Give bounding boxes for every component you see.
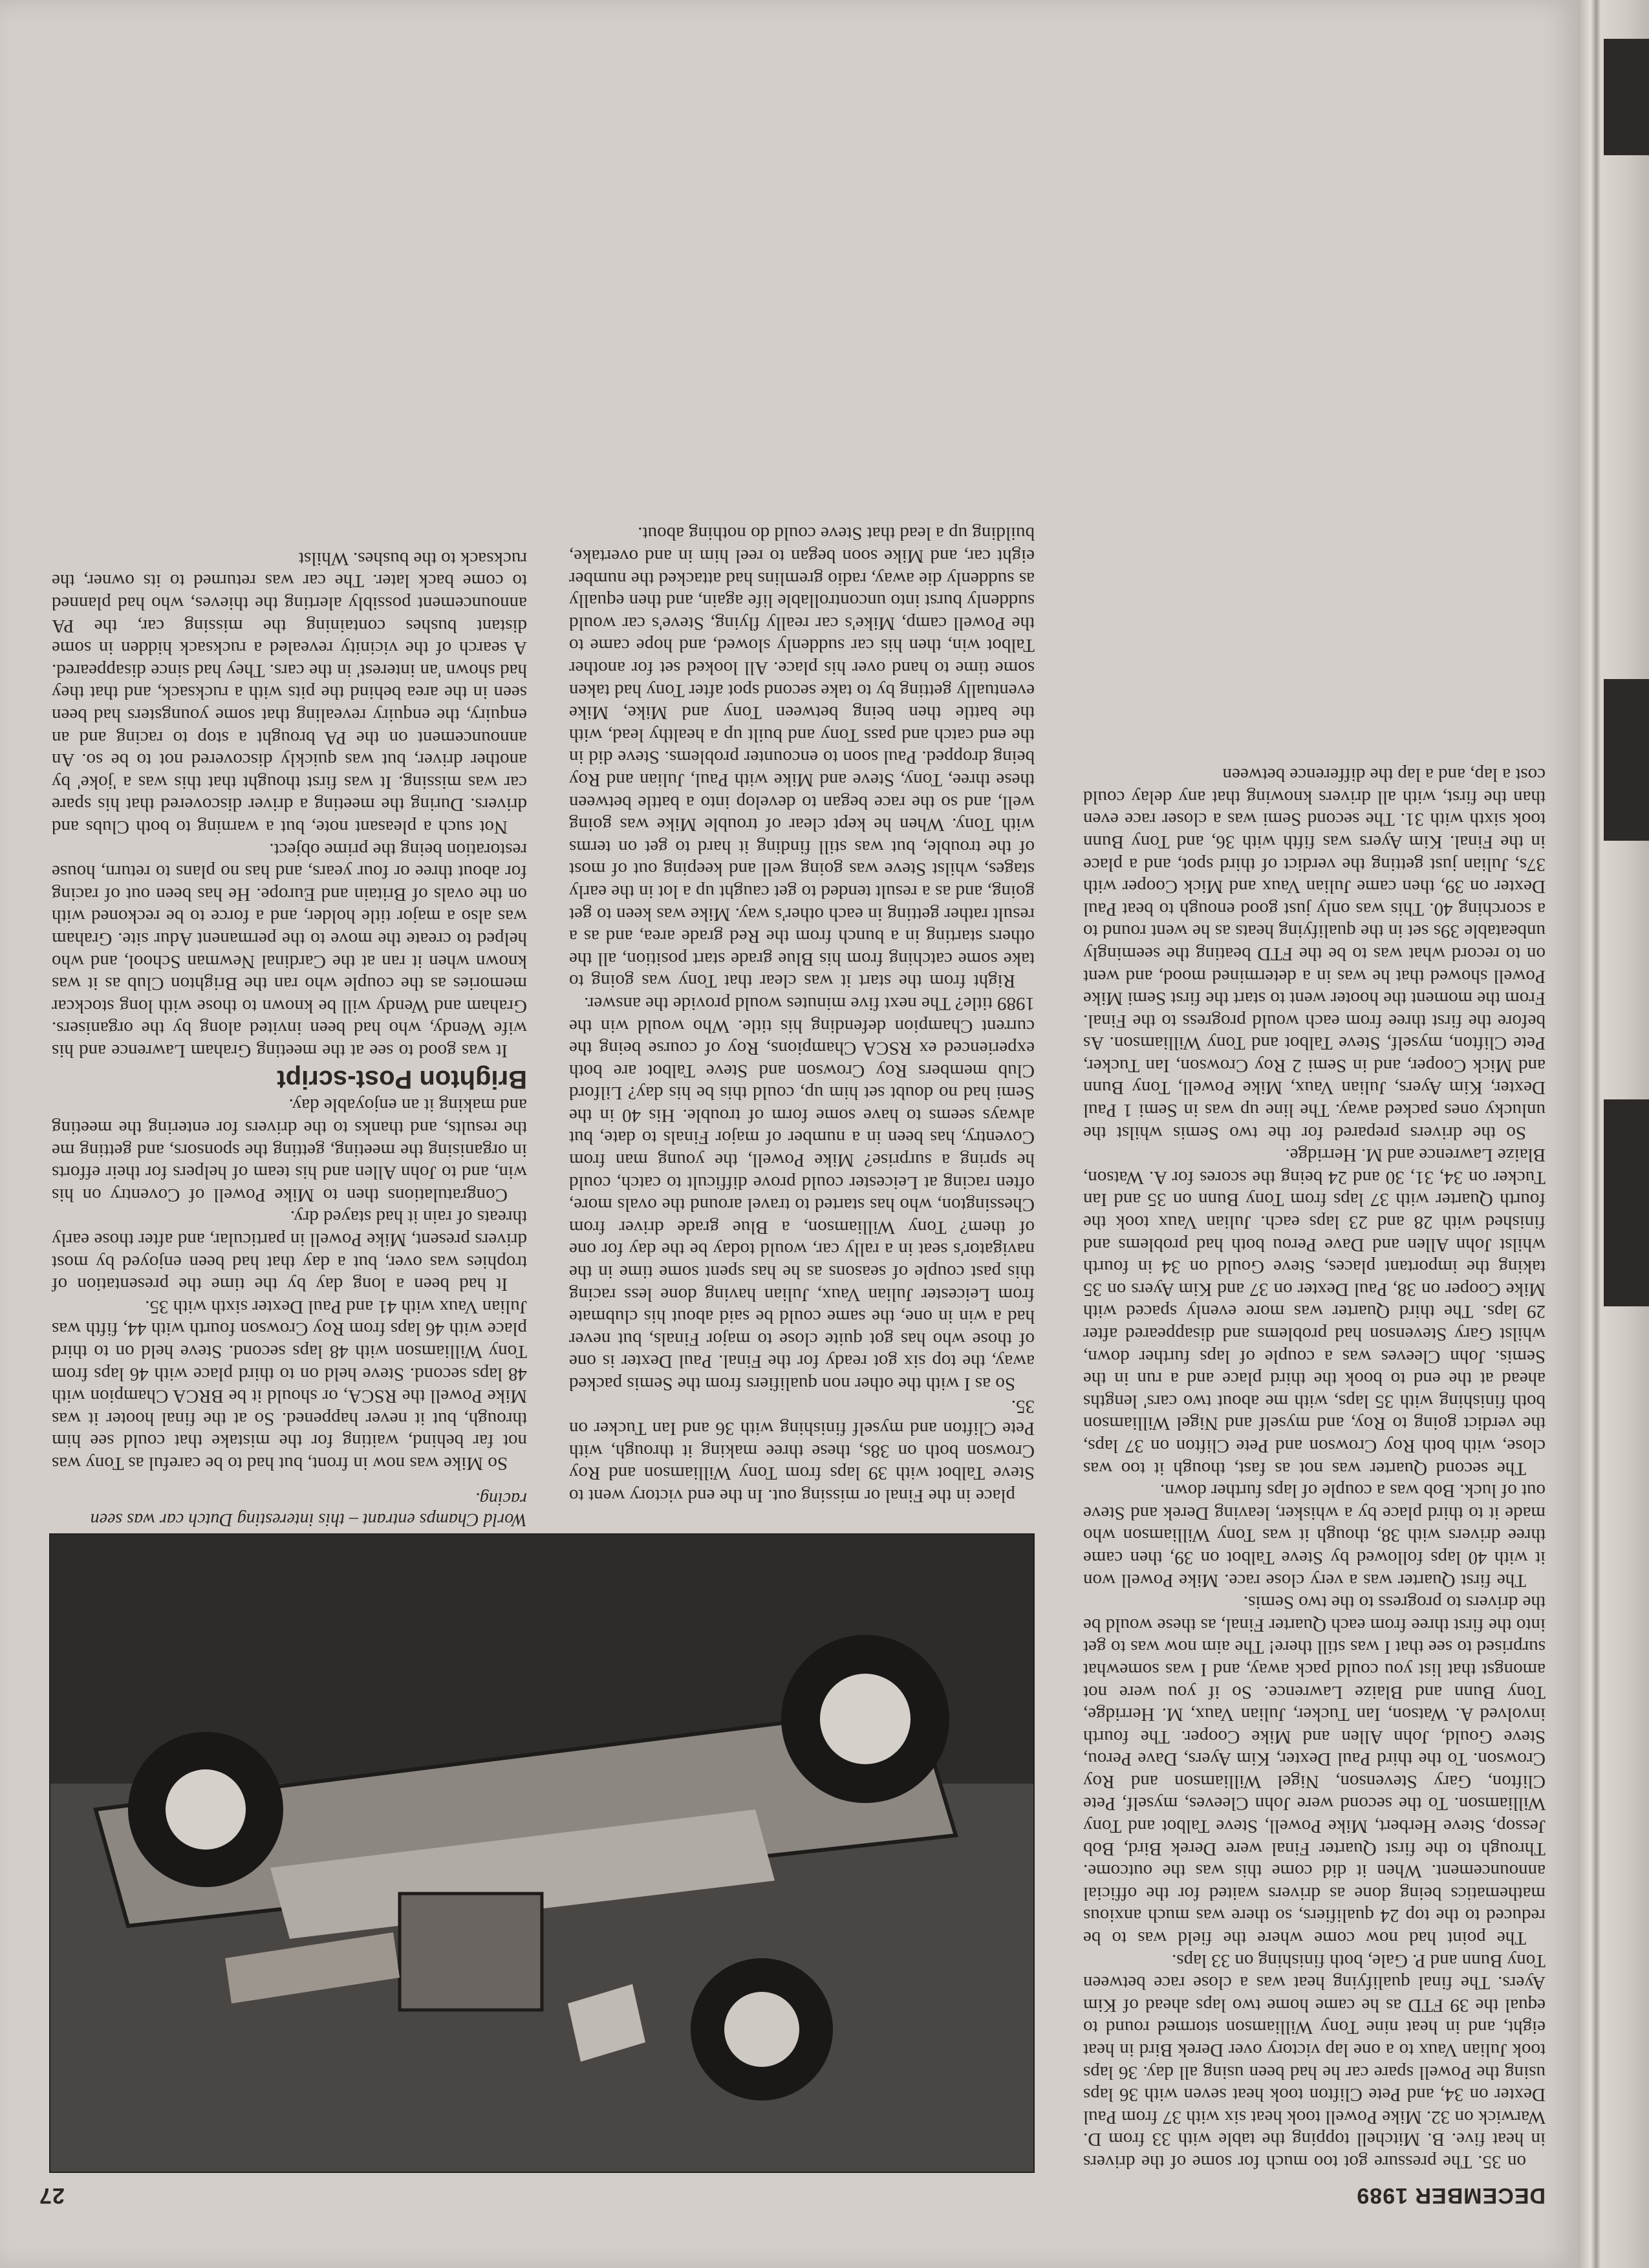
race-car-illustration (50, 1535, 1033, 2172)
paragraph: Not such a pleasant note, but a warning to both Clubs and drivers. During the meeting a driver discovered that his spare car was missing. It was first thought that this was a 'joke' by another driver, but was quickly discovered not to be so. An announcement on the PA brought a stop to racing and an enquiry, the enquiry revealing that some youngsters had been seen in the area behind the pits with a rucksack, and that they had shown 'an interest' in the cars. They had since disappeared. A search of the vicinity revealed a rucksack hidden in some distant bushes containing the missing car, the PA announcement possibly alerting the thieves, who had planned to come back later. The car was returned to its owner, the rucksack to the bushes. Whilst (52, 548, 527, 837)
paragraph: on 35. The pressure got too much for some of the drivers in heat five. B. Mitchell topping the table with 33 from D. Warwick on 32. Mike Powell took heat six with 37 from Paul Dexter on 34, and Pete Clifton took heat seven with 36 laps using the Powell spare car he had been using all day. 36 laps took Julian Vaux to a one lap victory over Derek Bird in heat eight, and in heat nine Tony Williamson stormed round to equal the 39 FTD as he came home two laps ahead of Kim Ayers. The final qualifying heat was a close race between Tony Bunn and P. Gale, both finishing on 33 laps. (1083, 1950, 1546, 2172)
paragraph: place in the Final or missing out. In the end victory went to Steve Talbot with 39 laps from Tony Williamson and Roy Crowson both on 38s, these three making it through, with Pete Clifton and myself finishing with 36 and Ian Tucker on 35. (569, 1396, 1035, 1506)
race-car-photo (49, 1533, 1035, 2173)
printed-page-upside-down (39, 58, 1546, 2212)
text-column-2 (569, 65, 1035, 1507)
paragraph: The first Quarter was a very close race. Mike Powell won it with 40 laps followed by Steve Talbot on 39, then came three drivers with 38, though it was Tony Williamson who made it to third place by a whisker, leaving Derek and Steve out of luck. Bob was a couple of laps further down. (1083, 1480, 1546, 1591)
paragraph: So Mike was now in front, but had to be careful as Tony was not far behind, waiting for the mistake that could see him through, but it never happened. So at the final hooter it was Mike Powell the RSCA, or should it be BRCA Champion with 48 laps second. Steve held on to third place with 46 laps from Tony Williamson with 48 laps second. Steve held on to third place with 46 laps from Roy Crowson fourth with 44, fifth was Julian Vaux with 41 and Paul Dexter sixth with 35. (52, 1296, 527, 1474)
paragraph: It had been a long day by the time the presentation of trophies was over, but a day that had been enjoyed by most drivers present, Mike Powell in particular, and after those early threats of rain it had stayed dry. (52, 1207, 527, 1295)
edge-strip (1604, 679, 1649, 841)
section-heading: Brighton Post-script (277, 1064, 527, 1094)
next-page-edge (1578, 0, 1649, 2268)
photo-caption: World Champs entrant – this interesting Dutch car was seen racing. (90, 1489, 527, 1529)
edge-strip (1604, 1099, 1649, 1306)
paragraph: So the drivers prepared for the two Semis whilst the unlucky ones packed away. The line up was in Semi 1 Paul Dexter, Kim Ayers, Julian Vaux, Mike Powell, Tony Bunn and Mick Cooper, and in Semi 2 Roy Crowson, Ian Tucker, Pete Clifton, myself, Steve Talbot and Tony Williamson. As before the first three from each would progress to the Final. From the moment the hooter went to start the first Semi Mike Powell showed that he was in a determined mood, and went on to record what was to be the FTD beating the seemingly unbeatable 39s set in the qualifying heats as he went round to a scorching 40. This was only just good enough to beat Paul Dexter on 39, then came Julian Vaux and Mick Cooper with 37s, Julian just getting the verdict of third spot, and a place in the Final. Kim Ayers was fifth with 36, and Tony Bunn took sixth with 31. The second Semi was a closer race even than the first, with all drivers knowing that any delay could cost a lap, and a lap the difference between (1083, 764, 1546, 1143)
issue-date: DECEMBER 1989 (1356, 2183, 1546, 2208)
paragraph: The second Quarter was not as fast, though it too was close, with both Roy Crowson and Pete Clifton on 37 laps, the verdict going to Roy, and myself and Nigel Williamson both finishing with 35 laps, with me about two cars' lengths ahead at the end to book the third place and a run in the Semis. John Cleeves was a couple of laps further down, whilst Gary Stevenson had problems and disappeared after 29 laps. The third Quarter was more evenly spaced with Mike Cooper on 38, Paul Dexter on 37 and Kim Ayers on 35 taking the important places, Steve Gould on 34 in fourth whilst John Allen and Dave Perou both had problems and finished with 28 and 23 laps each. Julian Vaux took the fourth Quarter with 37 laps from Tony Bunn on 35 and Ian Tucker on 34, 31, 30 and 24 being the scores for A. Watson, Blaize Lawrence and M. Herridge. (1083, 1145, 1546, 1479)
paragraph: The point had now come where the field was to be reduced to the top 24 qualifiers, so there was much anxious mathematics being done as drivers waited for the official announcement. When it did come this was the outcome. Through to the first Quarter Final were Derek Bird, Bob Jessop, Steve Herbert, Mike Powell, Steve Talbot and Tony Williamson. To the second were John Cleeves, myself, Pete Clifton, Gary Stevenson, Nigel Williamson and Roy Crowson. To the third Paul Dexter, Kim Ayers, Dave Perou, Steve Gould, John Allen and Mike Cooper. The fourth involved A. Watson, Ian Tucker, Julian Vaux, M. Herridge, Tony Bunn and Blaize Lawrence. So if you were not amongst that list you could pack away, and I was somewhat surprised to see that I was still there! The aim now was to get into the first three from each Quarter Final, as these would be the drivers to progress to the two Semis. (1083, 1592, 1546, 1949)
page-number: 27 (39, 2183, 65, 2208)
paragraph: So as I with the other non qualifiers from the Semis packed away, the top six got ready for the Final. Paul Dexter is one of those who has got quite close to major Finals, but never had a win in one, the same could be said about his clubmate from Leicester Julian Vaux, Julian having done less racing this past couple of seasons as he has spent some time in the navigator's seat in a rally car, would today be the day for one of them? Tony Williamson, a Blue grade driver from Chessington, who has started to travel around the ovals more, often racing at Leicester could prove difficult to catch, could he spring a surprise? Mike Powell, the young man from Coventry, has been in a number of major Finals to date, but always seems to have some form of trouble. His 40 in the Semi had no doubt set him up, could this be his day? Lilford Club members Roy Crowson and Steve Talbot are both experienced ex RSCA Champions, Roy of course being the current Champion defending his title. Who would win the 1989 title? The next five minutes would provide the answer. (569, 993, 1035, 1395)
paragraph: It was good to see at the meeting Graham Lawrence and his wife Wendy, who had been invited along by the organisers. Graham and Wendy will be known to those with long stockcar memories as the couple who ran the Brighton Club as it was known when it ran at the Cardinal Newman School, and who helped to create the move to the permanent Adur site. Graham was also a major title holder, and a force to be reckoned with on the ovals of Britain and Europe. He has been out of racing for about three or four years, and has no plans to return, house restoration being the prime object. (52, 839, 527, 1061)
text-column-1 (1083, 65, 1546, 2173)
edge-strip (1604, 39, 1649, 155)
paragraph: Right from the start it was clear that Tony was going to take some catching from his Blue grade start position, all the others starting in a bunch from the Red grade area, and as a result rather getting in each other's way. Mike was keen to get going, and as a result tended to get caught up a lot in the early stages, whilst Steve was going well and keeping out of most of the trouble, but was still finding it hard to get on terms with Tony. When he kept clear of trouble Mike was going well, and so the race began to develop into a battle between these three, Tony, Steve and Mike with Paul, Julian and Roy being dropped. Paul soon to encounter problems. Steve did in the end catch and pass Tony and built up a healthy lead, with the battle then being between Tony and Mike, Mike eventually getting by to take second spot after Tony had taken some time to hand over his place. All looked set for another Talbot win, then his car suddenly slowed, and hope came to the Powell camp, Mike's car really flying, Steve's car would suddenly burst into uncontrollable life again, and then equally as suddenly die away, radio gremlins had attacked the number eight car, and Mike soon began to reel him in and overtake, building up a lead that Steve could do nothing about. (569, 523, 1035, 992)
text-column-3 (52, 65, 527, 1474)
paragraph: Congratulations then to Mike Powell of Coventry on his win, and to John Allen and his team of helpers for their efforts in organising the meeting, getting the sponsors, and getting me the results, and thanks to the drivers for entering the meeting and making it an enjoyable day. (52, 1095, 527, 1205)
